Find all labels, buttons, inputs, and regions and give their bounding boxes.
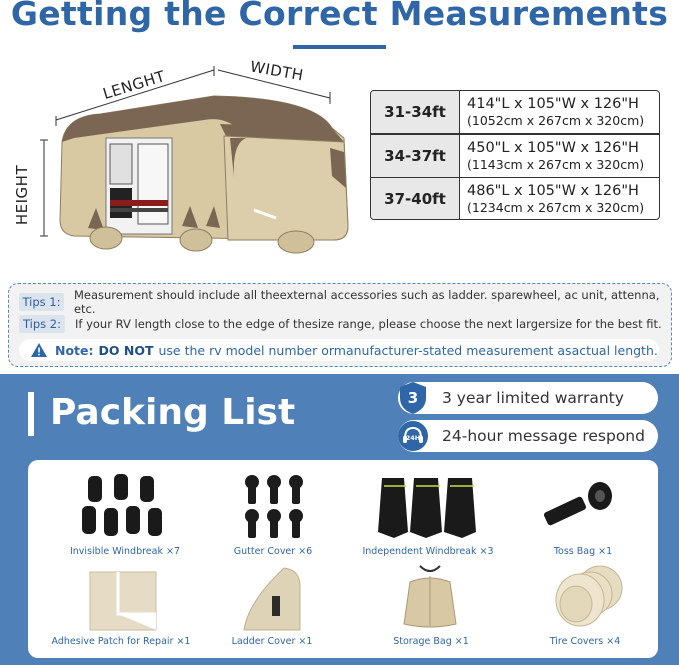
headset-24h-icon bbox=[394, 417, 432, 455]
svg-text:24H: 24H bbox=[405, 434, 421, 442]
size-inches: 450"L x 105"W x 126"H bbox=[467, 139, 639, 156]
warning-icon bbox=[31, 343, 47, 357]
independent-windbreak-icon bbox=[376, 472, 480, 546]
page-title: Getting the Correct Measurements bbox=[10, 0, 669, 33]
gutter-cover-icon bbox=[242, 474, 306, 546]
note-row bbox=[19, 339, 659, 361]
item-label: Ladder Cover ×1 bbox=[231, 636, 313, 647]
title-underline bbox=[293, 45, 386, 49]
warranty-badge bbox=[398, 382, 658, 414]
svg-text:3: 3 bbox=[407, 389, 419, 407]
size-cm: (1143cm x 267cm x 320cm) bbox=[467, 156, 645, 172]
tips-box bbox=[8, 283, 672, 367]
width-label: WIDTH bbox=[248, 57, 305, 85]
item-label: Independent Windbreak ×3 bbox=[362, 546, 494, 557]
adhesive-patch-icon bbox=[88, 570, 158, 636]
support-badge bbox=[398, 420, 658, 452]
tip-tag: Tips 2: bbox=[19, 315, 65, 333]
shield-3-icon bbox=[394, 379, 432, 417]
note-prefix: Note: bbox=[55, 342, 94, 358]
size-row bbox=[371, 178, 659, 220]
storage-bag-icon bbox=[400, 564, 460, 634]
height-label: HEIGHT bbox=[13, 164, 32, 226]
item-label: Invisible Windbreak ×7 bbox=[69, 546, 180, 557]
size-cm: (1052cm x 267cm x 320cm) bbox=[467, 113, 645, 128]
note-emphasis: DO NOT bbox=[98, 342, 154, 358]
size-row bbox=[371, 91, 659, 133]
size-inches: 414"L x 105"W x 126"H bbox=[467, 96, 639, 112]
tip-tag: Tips 1: bbox=[19, 293, 64, 311]
item-label: Adhesive Patch for Repair ×1 bbox=[51, 636, 191, 647]
warranty-text: 3 year limited warranty bbox=[442, 389, 624, 407]
size-range: 34-37ft bbox=[371, 135, 460, 177]
item-label: Gutter Cover ×6 bbox=[233, 546, 313, 557]
tire-covers-icon bbox=[546, 564, 626, 634]
size-cm: (1234cm x 267cm x 320cm) bbox=[467, 200, 645, 215]
item-label: Storage Bag ×1 bbox=[393, 636, 469, 647]
size-inches: 486"L x 105"W x 126"H bbox=[467, 183, 639, 199]
ladder-cover-icon bbox=[240, 566, 304, 636]
note-text: use the rv model number ormanufacturer-stated measurement asactual length. bbox=[158, 342, 658, 358]
length-label: LENGHT bbox=[100, 67, 168, 103]
size-range: 37-40ft bbox=[371, 178, 460, 220]
size-table bbox=[370, 90, 660, 220]
size-range: 31-34ft bbox=[371, 91, 460, 133]
tip-row bbox=[19, 314, 662, 334]
rv-cover-image bbox=[14, 58, 359, 268]
tip-text: If your RV length close to the edge of thesize range, please choose the next largersize for the best fit. bbox=[75, 317, 662, 331]
rv-illustration bbox=[14, 58, 359, 268]
item-label: Toss Bag ×1 bbox=[553, 546, 613, 557]
packing-title: Packing List bbox=[50, 392, 296, 433]
windbreak-strap-icon bbox=[80, 472, 170, 556]
tip-text: Measurement should include all theexternal accessories such as ladder. sparewheel, ac unit, attenna, etc. bbox=[73, 288, 660, 316]
size-row bbox=[371, 135, 659, 177]
toss-bag-icon bbox=[540, 478, 620, 542]
items-panel bbox=[28, 460, 658, 658]
title-accent-bar bbox=[28, 392, 34, 436]
support-text: 24-hour message respond bbox=[442, 427, 645, 445]
item-label: Tire Covers ×4 bbox=[549, 636, 621, 647]
tip-row bbox=[19, 288, 671, 316]
